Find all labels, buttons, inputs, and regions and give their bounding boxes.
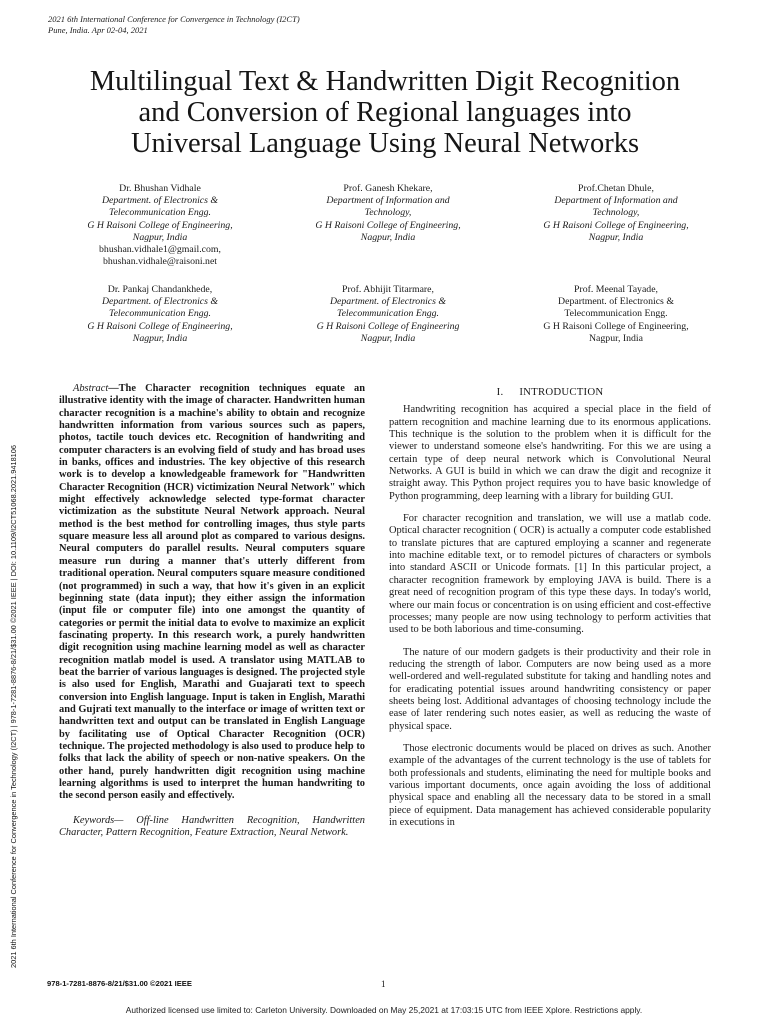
abstract-label: Abstract xyxy=(73,383,109,394)
abstract-dash: — xyxy=(108,383,119,394)
author-block xyxy=(55,183,265,268)
keywords-text: Off-line Handwritten Recognition, Handwritten Character, Pattern Recognition, Feature Extraction, Neural Network. xyxy=(59,814,365,839)
title-line: Multilingual Text & Handwritten Digit Recognition xyxy=(89,66,681,97)
author-name: Dr. Bhushan Vidhale xyxy=(119,183,201,194)
author-affiliation: G H Raisoni College of Engineering, xyxy=(315,219,461,231)
body-paragraph: For character recognition and translation, we will use a matlab code. Optical character recognition ( OCR) is actually a computer code established to translate pictures that are captured employing a scanner and regenerate into machine editable text, or to remodel pictures of characters or symbols into standard ASCII or Unicode formats. [1] In this particular project, a character recognition framework by employing JAVA is build. There is a great need of recognition program of this type these days. In today's world, where our main focus or concentration is on using efficient and cost-effective processes; many people are now using technology to perform activities that used to be both laborious and time-consuming. xyxy=(389,513,711,636)
author-name: Prof. Abhijit Titarmare, xyxy=(342,284,434,295)
paper-title xyxy=(40,66,730,159)
conference-location: Pune, India. Apr 02-04, 2021 xyxy=(48,25,148,35)
author-affiliation: Department. of Electronics & xyxy=(558,296,674,308)
abstract xyxy=(59,383,365,803)
author-affiliation: G H Raisoni College of Engineering, xyxy=(87,219,233,231)
author-affiliation: Department. of Electronics & xyxy=(329,296,447,308)
keywords xyxy=(59,815,365,840)
body-paragraph: The nature of our modern gadgets is their productivity and their role in reducing the strength of labor. Computers are now being used as a more well-ordered and well-regulated substitute for taking and handling notes and for eradicating potential issues around handwriting consistency or paper sheets being lost. Additional advantages of choosing technology include the ease of later rendering such notes easier, as well as reducing the waste of physical space. xyxy=(389,646,711,732)
author-affiliation: G H Raisoni College of Engineering xyxy=(316,320,460,332)
author-email: bhushan.vidhale1@gmail.com, xyxy=(99,244,221,256)
author-affiliation: Nagpur, India xyxy=(588,332,644,344)
author-affiliation: Nagpur, India xyxy=(360,231,416,243)
author-affiliation: Department of Information and xyxy=(554,195,678,207)
author-affiliation: Telecommunication Engg. xyxy=(109,207,211,219)
author-block xyxy=(283,284,493,345)
page-number: 1 xyxy=(381,979,386,989)
author-affiliation: Department of Information and xyxy=(326,195,450,207)
license-notice: Authorized licensed use limited to: Carleton University. Downloaded on May 25,2021 at 17:03:15 UTC from IEEE Xplore. Restrictions apply. xyxy=(125,1005,643,1015)
author-block xyxy=(511,284,721,345)
section-heading xyxy=(389,386,711,398)
title-line: and Conversion of Regional languages into xyxy=(138,97,632,128)
author-affiliation: G H Raisoni College of Engineering, xyxy=(87,320,233,332)
author-affiliation: Telecommunication Engg. xyxy=(337,308,439,320)
author-affiliation: Technology, xyxy=(592,207,640,219)
section-number: I. xyxy=(496,386,504,398)
title-line: Universal Language Using Neural Networks xyxy=(130,128,640,159)
author-affiliation: G H Raisoni College of Engineering, xyxy=(543,320,689,332)
author-affiliation: Telecommunication Engg. xyxy=(564,308,668,320)
right-column xyxy=(389,386,711,839)
left-column xyxy=(59,383,365,839)
doi-sidebar: 2021 6th International Conference for Convergence in Technology (I2CT) | 978-1-7281-8876-8/21/$31.00 ©2021 IEEE | DOI: 10.1109/I2CT51068.2021.9418106 xyxy=(9,444,18,968)
author-affiliation: Nagpur, India xyxy=(588,231,644,243)
author-block xyxy=(511,183,721,244)
abstract-text: The Character recognition techniques equate an illustrative identity with the image of character. Handwritten human character recognition is a machine's ability to obtain and recognize handwritten information from various sources such as papers, photos, tactile touch devices etc. Recognition of handwriting and computer characters is an evolving field of study and has broad uses in banks, offices and industries. The key objective of this research work is to develop a knowledgeable framework for "Handwritten Character Recognition (HCR) victimization Neural Network" which might effectively acknowledge selected type-format character victimization as the substitute Neural Network approach. Neural method is the best method for controlling images, thus style parts square measure less all around plot as compared to various designs. Neural computers do parallel results. Neural computers square measure run during a manner that's utterly different from traditional operation. Neural computers square measure conditioned (not programmed) in such a way, that how it's given in an explicit beginning state (data input); they either assign the information (input file or computer file) into one amongst the quantity of categories or permit the initial data to evolve to maximize an explicit fascinating property. In this research work, a purely handwritten digit recognition using machine learning model as well as character recognition matlab model is used. A translator using MATLAB to beat the barrier of various languages is designed. The projected style is also used for English, Marathi and Guajarati text to speech conversion into English language. Input is taken in English, Marathi and Gujrati text manually to the interface or image of written text or handwritten text and output can be translated in English Language by facilitating use of Optical Character Recognition (OCR) technique. The projected methodology is also used to produce help to folks that lack the ability of speech or non-native speakers. On the other hand, purely handwritten digit recognition using machine learning algorithms is used to interpret the human handwriting to the second person easily and effectively. xyxy=(59,383,365,802)
section-title: INTRODUCTION xyxy=(519,386,604,398)
conference-header xyxy=(48,14,448,36)
author-block xyxy=(55,284,265,345)
copyright-id: 978-1-7281-8876-8/21/$31.00 ©2021 IEEE xyxy=(47,979,192,988)
author-affiliation: Nagpur, India xyxy=(360,332,416,344)
author-affiliation: Department. of Electronics & xyxy=(101,195,219,207)
author-block xyxy=(283,183,493,244)
body-paragraph: Those electronic documents would be placed on drives as such. Another example of the advantages of the current technology is the use of tablets for both professionals and students, eliminating the need for multiple books and various important documents, once again avoiding the loss of additional physical space and enabling all the necessary data to be stored in a small piece of equipment. Data management has achieved considerable popularity in executions in xyxy=(389,742,711,828)
author-name: Prof. Meenal Tayade, xyxy=(573,284,658,295)
author-name: Prof. Ganesh Khekare, xyxy=(343,183,433,194)
author-affiliation: Nagpur, India xyxy=(132,332,188,344)
author-name: Prof.Chetan Dhule, xyxy=(578,183,654,194)
author-affiliation: Telecommunication Engg. xyxy=(109,308,211,320)
author-affiliation: G H Raisoni College of Engineering, xyxy=(543,219,689,231)
author-name: Dr. Pankaj Chandankhede, xyxy=(107,284,213,295)
author-affiliation: Technology, xyxy=(364,207,412,219)
keywords-label: Keywords— xyxy=(73,814,124,826)
conference-name: 2021 6th International Conference for Convergence in Technology (I2CT) xyxy=(48,14,300,24)
author-affiliation: Department. of Electronics & xyxy=(101,296,219,308)
author-affiliation: Nagpur, India xyxy=(132,231,188,243)
body-paragraph: Handwriting recognition has acquired a special place in the field of pattern recognition and machine learning due to its enormous applications. This technique is the solution to the problem when it is difficult for the viewer to understand someone else's handwriting. For this we are using a certain type of deep neural network which is Convolutional Neural Networks. A GUI is build in which we can draw the digit and recognize it straight away. This Python project requires you to have basic knowledge of Python programming, deep learning with a library for building GUI. xyxy=(389,404,711,502)
author-email: bhushan.vidhale@raisoni.net xyxy=(102,256,218,268)
